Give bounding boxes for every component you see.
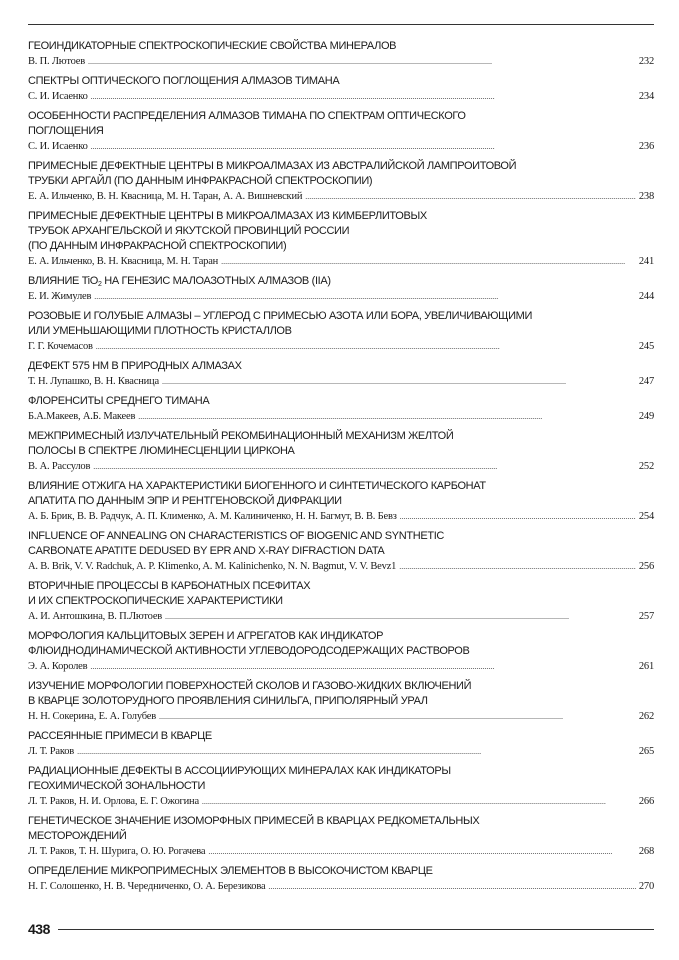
dot-leader [77,744,636,759]
article-authors: Н. Г. Солошенко, Н. В. Чередниченко, О. А. Березикова [28,881,266,892]
article-page: 261 [638,661,654,672]
author-line [28,609,654,624]
dot-leader [88,54,636,69]
dot-leader [202,794,636,809]
author-line [28,339,654,354]
title-text: ГЕНЕТИЧЕСКОЕ ЗНАЧЕНИЕ ИЗОМОРФНЫХ ПРИМЕСЕЙ В КВАРЦАХ РЕДКОМЕТАЛЬНЫХ МЕСТОРОЖДЕНИЙ [28,815,480,842]
toc-entry[interactable] [28,629,654,674]
article-authors: Н. Н. Сокерина, Е. А. Голубев [28,711,156,722]
article-page: 266 [638,796,654,807]
article-page: 256 [638,561,654,572]
toc-entry[interactable] [28,109,654,154]
title-text: МОРФОЛОГИЯ КАЛЬЦИТОВЫХ ЗЕРЕН И АГРЕГАТОВ КАК ИНДИКАТОР ФЛЮИДНОДИНАМИЧЕСКОЙ АКТИВНОСТИ УГЛЕВОДОРОДСОДЕРЖАЩИХ РАСТВОРОВ [28,630,470,657]
toc-entry[interactable] [28,529,654,574]
article-title [28,579,654,609]
author-line [28,879,654,894]
toc-entry[interactable] [28,479,654,524]
article-page: 270 [638,881,654,892]
article-title [28,429,654,459]
article-authors: Е. И. Жимулев [28,291,92,302]
top-rule [28,24,654,25]
page-footer [28,921,654,937]
toc-entry[interactable] [28,39,654,69]
dot-leader [162,374,636,389]
article-authors: В. А. Рассулов [28,461,91,472]
title-text: РАССЕЯННЫЕ ПРИМЕСИ В КВАРЦЕ [28,730,212,742]
article-authors: С. И. Исаенко [28,141,88,152]
dot-leader [91,139,636,154]
toc-entry[interactable] [28,274,654,304]
dot-leader [96,339,636,354]
title-text: ФЛОРЕНСИТЫ СРЕДНЕГО ТИМАНА [28,395,210,407]
article-authors: Е. А. Ильченко, В. Н. Квасница, М. Н. Таран [28,256,219,267]
page-number: 438 [28,921,50,937]
article-authors: Т. Н. Лупашко, В. Н. Квасница [28,376,159,387]
article-page: 257 [638,611,654,622]
article-title [28,764,654,794]
toc-entry[interactable] [28,679,654,724]
article-page: 252 [638,461,654,472]
article-authors: А. Б. Брик, В. В. Радчук, А. П. Клименко, А. М. Калиниченко, Н. Н. Багмут, В. В. Бевз [28,511,397,522]
article-title [28,679,654,709]
table-of-contents [28,39,654,899]
title-text: РАДИАЦИОННЫЕ ДЕФЕКТЫ В АССОЦИИРУЮЩИХ МИНЕРАЛАХ КАК ИНДИКАТОРЫ ГЕОХИМИЧЕСКОЙ ЗОНАЛЬНОСТИ [28,765,451,792]
article-title [28,629,654,659]
toc-entry[interactable] [28,814,654,859]
article-authors: А. И. Антошкина, В. П.Лютоев [28,611,163,622]
article-page: 232 [638,56,654,67]
title-text: INFLUENCE OF ANNEALING ON CHARACTERISTICS OF BIOGENIC AND SYNTHETIC CARBONATE APATITE DEDUSED BY EPR AND X-RAY DIFRACTION DATA [28,530,444,557]
author-line [28,509,654,524]
dot-leader [221,254,636,269]
author-line [28,409,654,424]
title-text: ОСОБЕННОСТИ РАСПРЕДЕЛЕНИЯ АЛМАЗОВ ТИМАНА ПО СПЕКТРАМ ОПТИЧЕСКОГО ПОГЛОЩЕНИЯ [28,110,466,137]
dot-leader [268,879,635,894]
article-page: 241 [638,256,654,267]
article-authors: Л. Т. Раков, Н. И. Орлова, Е. Г. Ожогина [28,796,199,807]
article-page: 245 [638,341,654,352]
article-authors: Г. Г. Кочемасов [28,341,93,352]
author-line [28,709,654,724]
author-line [28,89,654,104]
author-line [28,844,654,859]
dot-leader [138,409,636,424]
article-title [28,309,654,339]
bottom-rule [58,929,654,930]
title-text: ВЛИЯНИЕ ОТЖИГА НА ХАРАКТЕРИСТИКИ БИОГЕННОГО И СИНТЕТИЧЕСКОГО КАРБОНАТ АПАТИТА ПО ДАННЫМ ЭПР И РЕНТГЕНОВСКОЙ ДИФРАКЦИИ [28,480,486,507]
article-title [28,209,654,254]
article-page: 268 [638,846,654,857]
title-text: ПРИМЕСНЫЕ ДЕФЕКТНЫЕ ЦЕНТРЫ В МИКРОАЛМАЗАХ ИЗ КИМБЕРЛИТОВЫХ ТРУБОК АРХАНГЕЛЬСКОЙ И ЯКУТСКОЙ ПРОВИНЦИЙ РОССИИ (ПО ДАННЫМ ИНФРАКРАСНОЙ СПЕКТРОСКОПИИ) [28,210,427,252]
dot-leader [165,609,636,624]
article-title [28,529,654,559]
article-title [28,159,654,189]
title-text: СПЕКТРЫ ОПТИЧЕСКОГО ПОГЛОЩЕНИЯ АЛМАЗОВ ТИМАНА [28,75,340,87]
author-line [28,289,654,304]
article-page: 249 [638,411,654,422]
toc-entry[interactable] [28,209,654,269]
article-page: 234 [638,91,654,102]
toc-entry[interactable] [28,309,654,354]
article-page: 244 [638,291,654,302]
author-line [28,794,654,809]
article-authors: Л. Т. Раков [28,746,75,757]
dot-leader [400,509,636,524]
article-page: 236 [638,141,654,152]
article-authors: С. И. Исаенко [28,91,88,102]
dot-leader [305,189,636,204]
toc-entry[interactable] [28,429,654,474]
article-page: 247 [638,376,654,387]
toc-entry[interactable] [28,74,654,104]
author-line [28,374,654,389]
toc-entry[interactable] [28,359,654,389]
title-text: ГЕОИНДИКАТОРНЫЕ СПЕКТРОСКОПИЧЕСКИЕ СВОЙСТВА МИНЕРАЛОВ [28,40,397,52]
title-text: ВТОРИЧНЫЕ ПРОЦЕССЫ В КАРБОНАТНЫХ ПСЕФИТАХ И ИХ СПЕКТРОСКОПИЧЕСКИЕ ХАРАКТЕРИСТИКИ [28,580,311,607]
toc-entry[interactable] [28,729,654,759]
article-authors: A. B. Brik, V. V. Radchuk, A. P. Klimenko, A. M. Kalinichenko, N. N. Bagmut, V. V. Bevz1 [28,561,397,572]
article-title [28,274,654,289]
author-line [28,189,654,204]
toc-entry[interactable] [28,579,654,624]
article-authors: Б.А.Макеев, А.Б. Макеев [28,411,136,422]
subscript: 2 [98,281,102,288]
author-line [28,139,654,154]
article-title [28,479,654,509]
article-title [28,359,654,374]
title-text: РОЗОВЫЕ И ГОЛУБЫЕ АЛМАЗЫ – УГЛЕРОД С ПРИМЕСЬЮ АЗОТА ИЛИ БОРА, УВЕЛИЧИВАЮЩИМИ ИЛИ УМЕНЬШАЮЩИМИ ПЛОТНОСТЬ КРИСТАЛЛОВ [28,310,533,337]
article-page: 238 [638,191,654,202]
title-text: ОПРЕДЕЛЕНИЕ МИКРОПРИМЕСНЫХ ЭЛЕМЕНТОВ В ВЫСОКОЧИСТОМ КВАРЦЕ [28,865,433,877]
title-text: ИЗУЧЕНИЕ МОРФОЛОГИИ ПОВЕРХНОСТЕЙ СКОЛОВ И ГАЗОВО-ЖИДКИХ ВКЛЮЧЕНИЙ В КВАРЦЕ ЗОЛОТОРУДНОГО ПРОЯВЛЕНИЯ СИНИЛЬГА, ПРИПОЛЯРНЫЙ УРАЛ [28,680,472,707]
article-authors: Л. Т. Раков, Т. Н. Шурига, О. Ю. Рогачева [28,846,206,857]
title-text: НА ГЕНЕЗИС МАЛОАЗОТНЫХ АЛМАЗОВ (IIA) [101,275,331,287]
article-page: 262 [638,711,654,722]
title-text: ВЛИЯНИЕ TiO [28,275,98,287]
article-authors: Э. А. Королев [28,661,88,672]
article-title [28,864,654,879]
author-line [28,744,654,759]
title-text: ПРИМЕСНЫЕ ДЕФЕКТНЫЕ ЦЕНТРЫ В МИКРОАЛМАЗАХ ИЗ АВСТРАЛИЙСКОЙ ЛАМПРОИТОВОЙ ТРУБКИ АРГАЙЛ (ПО ДАННЫМ ИНФРАКРАСНОЙ СПЕКТРОСКОПИИ) [28,160,517,187]
title-text: ДЕФЕКТ 575 НМ В ПРИРОДНЫХ АЛМАЗАХ [28,360,242,372]
dot-leader [90,659,635,674]
article-title [28,74,654,89]
article-page: 265 [638,746,654,757]
dot-leader [399,559,636,574]
dot-leader [91,89,636,104]
article-authors: Е. А. Ильченко, В. Н. Квасница, М. Н. Таран, А. А. Вишневский [28,191,303,202]
article-title [28,109,654,139]
toc-entry[interactable] [28,864,654,894]
article-authors: В. П. Лютоев [28,56,85,67]
dot-leader [94,289,636,304]
author-line [28,659,654,674]
article-title [28,814,654,844]
author-line [28,254,654,269]
dot-leader [208,844,635,859]
author-line [28,459,654,474]
author-line [28,559,654,574]
article-title [28,394,654,409]
author-line [28,54,654,69]
toc-entry[interactable] [28,764,654,809]
article-page: 254 [638,511,654,522]
article-title [28,39,654,54]
dot-leader [93,459,636,474]
toc-entry[interactable] [28,159,654,204]
article-title [28,729,654,744]
title-text: МЕЖПРИМЕСНЫЙ ИЗЛУЧАТЕЛЬНЫЙ РЕКОМБИНАЦИОННЫЙ МЕХАНИЗМ ЖЕЛТОЙ ПОЛОСЫ В СПЕКТРЕ ЛЮМИНЕСЦЕНЦИИ ЦИРКОНА [28,430,454,457]
dot-leader [159,709,636,724]
toc-entry[interactable] [28,394,654,424]
